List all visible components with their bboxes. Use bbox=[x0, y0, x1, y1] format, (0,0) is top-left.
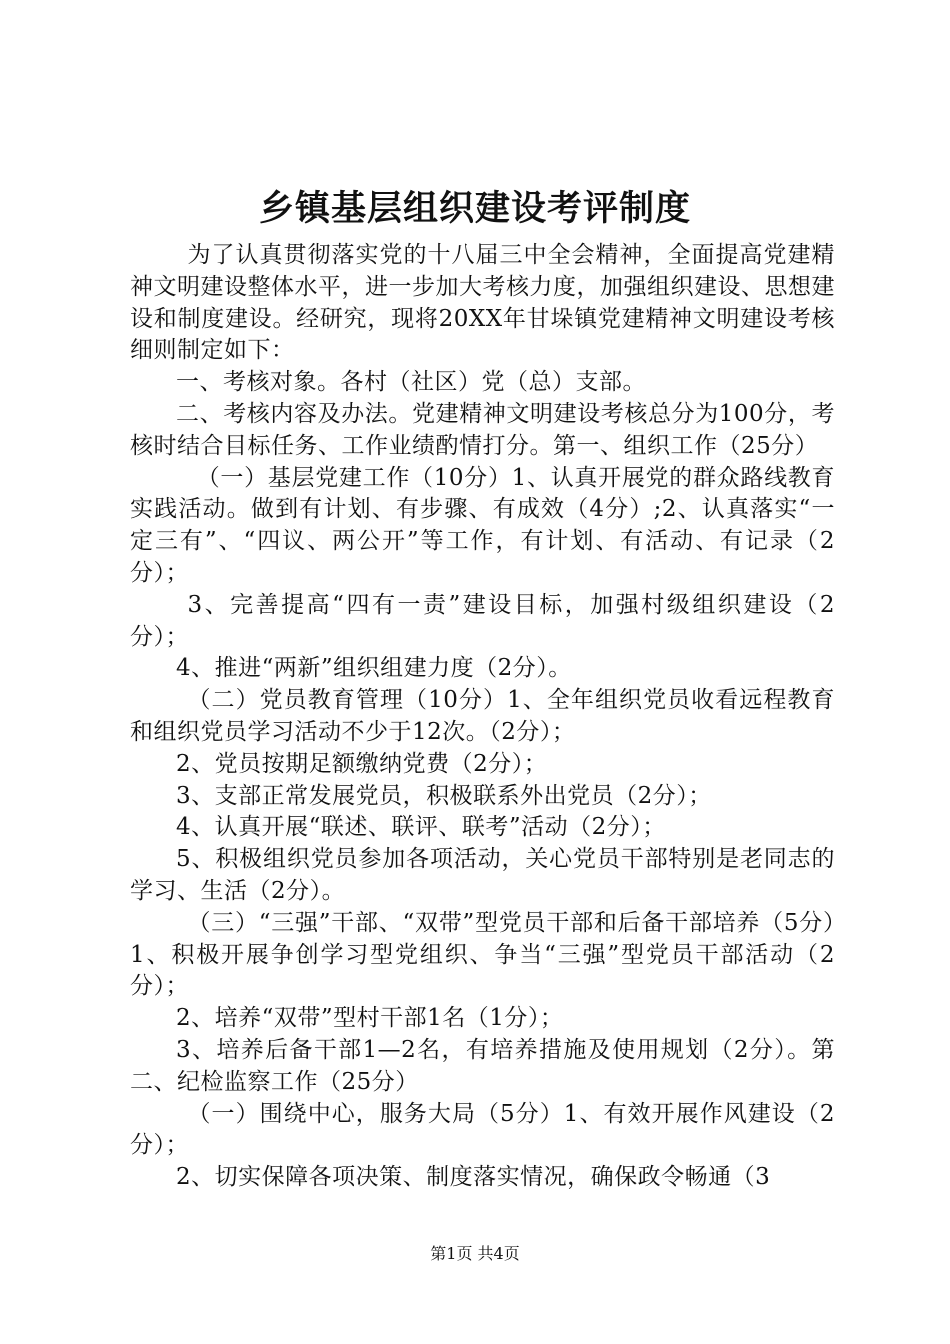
paragraph-section-2: 二、考核内容及办法。党建精神文明建设考核总分为100分，考核时结合目标任务、工作业绩酌情打分。第一、组织工作（25分） bbox=[130, 400, 835, 459]
paragraph-item-2-2: 2、党员按期足额缴纳党费（2分）； bbox=[176, 750, 548, 777]
page-footer: 第1页 共4页 bbox=[430, 1244, 520, 1263]
paragraph-item-2: （二）党员教育管理（10分）1、全年组织党员收看远程教育和组织党员学习活动不少于12次。（2分）； bbox=[130, 687, 835, 745]
paragraph-item-2-5: 5、积极组织党员参加各项活动，关心党员干部特别是老同志的学习、生活（2分）。 bbox=[130, 846, 835, 904]
paragraph-item-1-4: 4、推进“两新”组织组建力度（2分）。 bbox=[176, 655, 572, 682]
paragraph-intro: 为了认真贯彻落实党的十八届三中全会精神，全面提高党建精神文明建设整体水平，进一步加大考核力度，加强组织建设、思想建设和制度建设。经研究，现将20XX年甘垛镇党建精神文明建设考核细则制定如下： bbox=[130, 242, 835, 364]
paragraph-item-3-2: 2、培养“双带”型村干部1名（1分）； bbox=[176, 1005, 564, 1032]
paragraph-item-1-3: 3、完善提高“四有一责”建设目标，加强村级组织建设（2分）； bbox=[130, 591, 835, 650]
paragraph-item-2-3: 3、支部正常发展党员，积极联系外出党员（2分）； bbox=[176, 782, 712, 809]
paragraph-item-3-3: 3、培养后备干部1—2名，有培养措施及使用规划（2分）。第二、纪检监察工作（25分） bbox=[130, 1036, 835, 1095]
document-title: 乡镇基层组织建设考评制度 bbox=[258, 188, 691, 229]
paragraph-discipline-1: （一）围绕中心，服务大局（5分）1、有效开展作风建设（2分）； bbox=[130, 1100, 835, 1159]
document-body bbox=[130, 240, 835, 1194]
paragraph-item-2-4: 4、认真开展“联述、联评、联考”活动（2分）； bbox=[176, 814, 666, 841]
paragraph-item-1: （一）基层党建工作（10分）1、认真开展党的群众路线教育实践活动。做到有计划、有步骤、有成效（4分）;2、认真落实“一定三有”、“四议、两公开”等工作，有计划、有活动、有记录（2分）； bbox=[130, 464, 835, 586]
paragraph-section-1: 一、考核对象。各村（社区）党（总）支部。 bbox=[176, 369, 646, 396]
paragraph-item-3: （三）“三强”干部、“双带”型党员干部和后备干部培养（5分）1、积极开展争创学习型党组织、争当“三强”型党员干部活动（2分）； bbox=[130, 909, 835, 1000]
paragraph-discipline-1-2: 2、切实保障各项决策、制度落实情况，确保政令畅通（3 bbox=[176, 1164, 771, 1191]
